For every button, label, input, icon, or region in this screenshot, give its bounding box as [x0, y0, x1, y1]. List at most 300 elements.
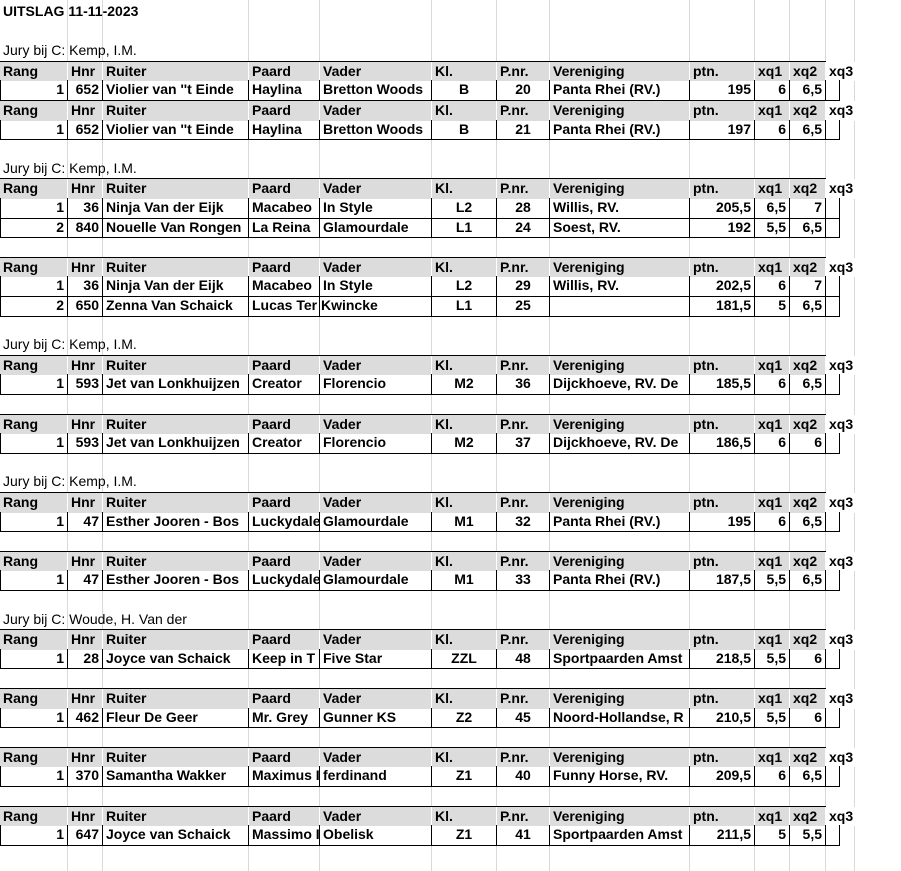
column-header[interactable]: Ruiter	[103, 807, 249, 827]
table-cell[interactable]: 6	[790, 708, 826, 728]
table-cell[interactable]: 6,5	[790, 512, 826, 532]
table-cell[interactable]: 5,5	[755, 570, 790, 590]
table-cell[interactable]: 6	[790, 433, 826, 453]
table-cell[interactable]: In Style	[320, 198, 432, 218]
column-header[interactable]: Vader	[320, 179, 432, 199]
table-cell[interactable]: Noord-Hollandse, R	[550, 708, 690, 728]
table-cell[interactable]: 36	[68, 276, 103, 296]
table-cell[interactable]: Creator	[249, 433, 320, 453]
table-cell[interactable]: 6	[755, 766, 790, 786]
column-header[interactable]: Rang	[0, 493, 68, 513]
table-cell[interactable]: Luckydale	[249, 570, 320, 590]
column-header[interactable]: P.nr.	[497, 493, 550, 513]
table-cell[interactable]: L2	[432, 198, 497, 218]
column-header[interactable]: Ruiter	[103, 552, 249, 572]
table-cell[interactable]: 1	[0, 80, 68, 100]
table-cell[interactable]: ferdinand	[320, 766, 432, 786]
table-cell[interactable]: 32	[497, 512, 550, 532]
column-header[interactable]: xq2	[790, 179, 826, 199]
table-cell[interactable]: B	[432, 120, 497, 140]
table-cell[interactable]: 1	[0, 825, 68, 845]
table-cell[interactable]: 462	[68, 708, 103, 728]
table-cell[interactable]: 650	[68, 296, 103, 316]
column-header[interactable]: xq1	[755, 552, 790, 572]
table-cell[interactable]: L2	[432, 276, 497, 296]
table-cell[interactable]: M2	[432, 433, 497, 453]
table-cell[interactable]: 652	[68, 80, 103, 100]
column-header[interactable]: Kl.	[432, 179, 497, 199]
table-cell[interactable]: Bretton Woods	[320, 80, 432, 100]
column-header[interactable]: xq3	[826, 807, 855, 827]
column-header[interactable]: ptn.	[690, 630, 755, 650]
column-header[interactable]: Paard	[249, 552, 320, 572]
table-cell[interactable]: 647	[68, 825, 103, 845]
table-cell[interactable]: 6	[755, 433, 790, 453]
table-cell[interactable]: 202,5	[690, 276, 755, 296]
table-cell[interactable]: Panta Rhei (RV.)	[550, 80, 690, 100]
table-cell[interactable]: In Style	[320, 276, 432, 296]
column-header[interactable]: Paard	[249, 101, 320, 121]
table-cell[interactable]: Massimo I	[249, 825, 320, 845]
column-header[interactable]: Ruiter	[103, 493, 249, 513]
table-cell[interactable]: 6	[790, 649, 826, 669]
table-cell[interactable]: 5,5	[790, 825, 826, 845]
column-header[interactable]: xq2	[790, 630, 826, 650]
column-header[interactable]: Ruiter	[103, 415, 249, 435]
column-header[interactable]: Vereniging	[550, 179, 690, 199]
table-cell[interactable]: 47	[68, 512, 103, 532]
table-cell[interactable]	[826, 276, 840, 296]
table-cell[interactable]: 6,5	[790, 570, 826, 590]
table-cell[interactable]: B	[432, 80, 497, 100]
jury-label[interactable]: Jury bij C: Kemp, I.M.	[3, 159, 137, 176]
column-header[interactable]: xq3	[826, 748, 855, 768]
column-header[interactable]: xq3	[826, 258, 855, 278]
column-header[interactable]: Ruiter	[103, 62, 249, 82]
column-header[interactable]: Hnr	[68, 807, 103, 827]
table-cell[interactable]: 652	[68, 120, 103, 140]
column-header[interactable]: xq1	[755, 493, 790, 513]
column-header[interactable]: Ruiter	[103, 258, 249, 278]
column-header[interactable]: Rang	[0, 689, 68, 709]
column-header[interactable]: ptn.	[690, 101, 755, 121]
column-header[interactable]: Hnr	[68, 630, 103, 650]
table-cell[interactable]: Sportpaarden Amst	[550, 649, 690, 669]
table-cell[interactable]: 1	[0, 708, 68, 728]
table-cell[interactable]: 7	[790, 198, 826, 218]
table-cell[interactable]: M1	[432, 512, 497, 532]
column-header[interactable]: xq2	[790, 493, 826, 513]
column-header[interactable]: Vader	[320, 552, 432, 572]
column-header[interactable]: Paard	[249, 807, 320, 827]
column-header[interactable]: ptn.	[690, 493, 755, 513]
column-header[interactable]: xq2	[790, 356, 826, 376]
column-header[interactable]: P.nr.	[497, 552, 550, 572]
table-cell[interactable]: Glamourdale	[320, 570, 432, 590]
table-cell[interactable]	[826, 218, 840, 238]
table-cell[interactable]: 29	[497, 276, 550, 296]
table-cell[interactable]: 5,5	[755, 218, 790, 238]
column-header[interactable]: Ruiter	[103, 356, 249, 376]
table-cell[interactable]: Maximus I	[249, 766, 320, 786]
table-cell[interactable]: 40	[497, 766, 550, 786]
table-cell[interactable]: Joyce van Schaick	[103, 825, 249, 845]
table-cell[interactable]: Jet van Lonkhuijzen	[103, 374, 249, 394]
column-header[interactable]: xq3	[826, 689, 855, 709]
table-cell[interactable]: Violier van ''t Einde	[103, 120, 249, 140]
column-header[interactable]: xq1	[755, 258, 790, 278]
table-cell[interactable]: Florencio	[320, 433, 432, 453]
table-cell[interactable]: 6	[755, 512, 790, 532]
jury-label[interactable]: Jury bij C: Kemp, I.M.	[3, 42, 137, 59]
column-header[interactable]: xq1	[755, 179, 790, 199]
table-cell[interactable]: 5,5	[755, 649, 790, 669]
table-cell[interactable]: 6,5	[790, 296, 826, 316]
table-cell[interactable]: Macabeo	[249, 198, 320, 218]
table-cell[interactable]: 28	[68, 649, 103, 669]
column-header[interactable]: Vereniging	[550, 552, 690, 572]
table-cell[interactable]: 187,5	[690, 570, 755, 590]
column-header[interactable]: Kl.	[432, 630, 497, 650]
table-cell[interactable]: Willis, RV.	[550, 198, 690, 218]
column-header[interactable]: Hnr	[68, 415, 103, 435]
table-cell[interactable]: 197	[690, 120, 755, 140]
table-cell[interactable]: 209,5	[690, 766, 755, 786]
table-cell[interactable]: 1	[0, 120, 68, 140]
column-header[interactable]: Hnr	[68, 689, 103, 709]
table-cell[interactable]: Dijckhoeve, RV. De	[550, 374, 690, 394]
column-header[interactable]: P.nr.	[497, 101, 550, 121]
column-header[interactable]: Paard	[249, 689, 320, 709]
column-header[interactable]: xq1	[755, 807, 790, 827]
table-cell[interactable]: 37	[497, 433, 550, 453]
table-cell[interactable]	[826, 570, 840, 590]
column-header[interactable]: xq2	[790, 689, 826, 709]
column-header[interactable]: Ruiter	[103, 689, 249, 709]
table-cell[interactable]: Nouelle Van Rongen	[103, 218, 249, 238]
column-header[interactable]: Vader	[320, 689, 432, 709]
column-header[interactable]: Vereniging	[550, 62, 690, 82]
table-cell[interactable]: ZZL	[432, 649, 497, 669]
column-header[interactable]: ptn.	[690, 258, 755, 278]
column-header[interactable]: xq3	[826, 493, 855, 513]
column-header[interactable]: Hnr	[68, 62, 103, 82]
table-cell[interactable]	[826, 825, 840, 845]
jury-label[interactable]: Jury bij C: Woude, H. Van der	[3, 610, 187, 627]
column-header[interactable]: Ruiter	[103, 748, 249, 768]
table-cell[interactable]: 36	[497, 374, 550, 394]
column-header[interactable]: ptn.	[690, 689, 755, 709]
column-header[interactable]: ptn.	[690, 415, 755, 435]
column-header[interactable]: xq2	[790, 101, 826, 121]
column-header[interactable]: xq3	[826, 552, 855, 572]
table-cell[interactable]: Haylina	[249, 80, 320, 100]
column-header[interactable]: Paard	[249, 630, 320, 650]
column-header[interactable]: Paard	[249, 415, 320, 435]
table-cell[interactable]: 5,5	[755, 708, 790, 728]
table-cell[interactable]: Samantha Wakker	[103, 766, 249, 786]
column-header[interactable]: Rang	[0, 630, 68, 650]
table-cell[interactable]: 211,5	[690, 825, 755, 845]
table-cell[interactable]: 1	[0, 276, 68, 296]
column-header[interactable]: xq1	[755, 415, 790, 435]
table-cell[interactable]: Zenna Van Schaick	[103, 296, 249, 316]
column-header[interactable]: Vereniging	[550, 356, 690, 376]
column-header[interactable]: Paard	[249, 748, 320, 768]
column-header[interactable]: ptn.	[690, 62, 755, 82]
table-cell[interactable]: 205,5	[690, 198, 755, 218]
jury-label[interactable]: Jury bij C: Kemp, I.M.	[3, 473, 137, 490]
table-cell[interactable]: 45	[497, 708, 550, 728]
table-cell[interactable]: 47	[68, 570, 103, 590]
table-cell[interactable]: 1	[0, 570, 68, 590]
table-cell[interactable]: 186,5	[690, 433, 755, 453]
column-header[interactable]: Hnr	[68, 101, 103, 121]
table-cell[interactable]: 2	[0, 296, 68, 316]
column-header[interactable]: xq1	[755, 630, 790, 650]
table-cell[interactable]: 28	[497, 198, 550, 218]
table-cell[interactable]: 6	[755, 120, 790, 140]
table-cell[interactable]: Florencio	[320, 374, 432, 394]
table-cell[interactable]: M1	[432, 570, 497, 590]
column-header[interactable]: Kl.	[432, 101, 497, 121]
column-header[interactable]: Vereniging	[550, 630, 690, 650]
table-cell[interactable]: 185,5	[690, 374, 755, 394]
column-header[interactable]: Paard	[249, 179, 320, 199]
table-cell[interactable]	[826, 512, 840, 532]
table-cell[interactable]: L1	[432, 296, 497, 316]
column-header[interactable]: Kl.	[432, 258, 497, 278]
column-header[interactable]: P.nr.	[497, 258, 550, 278]
table-cell[interactable]: 25	[497, 296, 550, 316]
column-header[interactable]: Hnr	[68, 552, 103, 572]
column-header[interactable]: xq3	[826, 415, 855, 435]
column-header[interactable]: xq1	[755, 356, 790, 376]
table-cell[interactable]: 20	[497, 80, 550, 100]
column-header[interactable]: Paard	[249, 356, 320, 376]
table-cell[interactable]: Violier van ''t Einde	[103, 80, 249, 100]
table-cell[interactable]: 593	[68, 374, 103, 394]
column-header[interactable]: Kl.	[432, 552, 497, 572]
column-header[interactable]: ptn.	[690, 748, 755, 768]
column-header[interactable]: P.nr.	[497, 630, 550, 650]
table-cell[interactable]: 6,5	[790, 218, 826, 238]
table-cell[interactable]	[826, 120, 840, 140]
column-header[interactable]: xq2	[790, 748, 826, 768]
column-header[interactable]: Ruiter	[103, 179, 249, 199]
table-cell[interactable]: Obelisk	[320, 825, 432, 845]
column-header[interactable]: Ruiter	[103, 630, 249, 650]
column-header[interactable]: Paard	[249, 493, 320, 513]
table-cell[interactable]: 2	[0, 218, 68, 238]
column-header[interactable]: Vereniging	[550, 101, 690, 121]
column-header[interactable]: Rang	[0, 356, 68, 376]
table-cell[interactable]: 1	[0, 433, 68, 453]
table-cell[interactable]	[826, 766, 840, 786]
column-header[interactable]: Hnr	[68, 356, 103, 376]
table-cell[interactable]: 1	[0, 374, 68, 394]
column-header[interactable]: ptn.	[690, 807, 755, 827]
column-header[interactable]: P.nr.	[497, 689, 550, 709]
table-cell[interactable]: 6,5	[790, 80, 826, 100]
table-cell[interactable]: Esther Jooren - Bos	[103, 512, 249, 532]
table-cell[interactable]	[826, 198, 840, 218]
column-header[interactable]: Vader	[320, 62, 432, 82]
table-cell[interactable]	[826, 296, 840, 316]
table-cell[interactable]: Macabeo	[249, 276, 320, 296]
column-header[interactable]: P.nr.	[497, 807, 550, 827]
column-header[interactable]: P.nr.	[497, 356, 550, 376]
column-header[interactable]: xq1	[755, 62, 790, 82]
table-cell[interactable]: Joyce van Schaick	[103, 649, 249, 669]
table-cell[interactable]: 5	[755, 825, 790, 845]
column-header[interactable]: ptn.	[690, 356, 755, 376]
column-header[interactable]: xq2	[790, 415, 826, 435]
table-cell[interactable]: Ninja Van der Eijk	[103, 276, 249, 296]
column-header[interactable]: P.nr.	[497, 415, 550, 435]
column-header[interactable]: xq3	[826, 101, 855, 121]
table-cell[interactable]	[826, 708, 840, 728]
table-cell[interactable]: Sportpaarden Amst	[550, 825, 690, 845]
table-cell[interactable]: Gunner KS	[320, 708, 432, 728]
table-cell[interactable]: 48	[497, 649, 550, 669]
column-header[interactable]: Kl.	[432, 748, 497, 768]
table-cell[interactable]: 593	[68, 433, 103, 453]
table-cell[interactable]	[826, 649, 840, 669]
table-cell[interactable]: 1	[0, 766, 68, 786]
table-cell[interactable]: 1	[0, 512, 68, 532]
column-header[interactable]: Vader	[320, 630, 432, 650]
table-cell[interactable]: 6	[755, 80, 790, 100]
column-header[interactable]: xq2	[790, 62, 826, 82]
table-cell[interactable]: L1	[432, 218, 497, 238]
column-header[interactable]: Rang	[0, 179, 68, 199]
table-cell[interactable]: Soest, RV.	[550, 218, 690, 238]
column-header[interactable]: Rang	[0, 748, 68, 768]
table-cell[interactable]: 41	[497, 825, 550, 845]
table-cell[interactable]: Glamourdale	[320, 512, 432, 532]
column-header[interactable]: Ruiter	[103, 101, 249, 121]
column-header[interactable]: Rang	[0, 101, 68, 121]
table-cell[interactable]	[826, 433, 840, 453]
table-cell[interactable]: Fleur De Geer	[103, 708, 249, 728]
column-header[interactable]: Vereniging	[550, 807, 690, 827]
table-cell[interactable]: Panta Rhei (RV.)	[550, 120, 690, 140]
table-cell[interactable]: Luckydale	[249, 512, 320, 532]
column-header[interactable]: Hnr	[68, 748, 103, 768]
table-cell[interactable]: 192	[690, 218, 755, 238]
column-header[interactable]: Kl.	[432, 356, 497, 376]
table-cell[interactable]: Z2	[432, 708, 497, 728]
column-header[interactable]: Kl.	[432, 689, 497, 709]
table-cell[interactable]: 36	[68, 198, 103, 218]
column-header[interactable]: Vader	[320, 415, 432, 435]
column-header[interactable]: Rang	[0, 62, 68, 82]
column-header[interactable]: xq3	[826, 630, 855, 650]
table-cell[interactable]: 195	[690, 512, 755, 532]
column-header[interactable]: xq2	[790, 258, 826, 278]
column-header[interactable]: Paard	[249, 62, 320, 82]
table-cell[interactable]: Bretton Woods	[320, 120, 432, 140]
table-cell[interactable]: 24	[497, 218, 550, 238]
column-header[interactable]: Vereniging	[550, 415, 690, 435]
table-cell[interactable]	[826, 374, 840, 394]
table-cell[interactable]: 195	[690, 80, 755, 100]
page-title[interactable]: UITSLAG 11-11-2023	[3, 3, 139, 19]
column-header[interactable]: P.nr.	[497, 179, 550, 199]
table-cell[interactable]: La Reina	[249, 218, 320, 238]
table-cell[interactable]	[550, 296, 690, 316]
table-cell[interactable]: Lucas Ter Kwincke	[249, 296, 320, 316]
column-header[interactable]: ptn.	[690, 179, 755, 199]
table-cell[interactable]: 6	[755, 276, 790, 296]
column-header[interactable]: Vader	[320, 356, 432, 376]
column-header[interactable]: xq1	[755, 101, 790, 121]
column-header[interactable]: Paard	[249, 258, 320, 278]
table-cell[interactable]: 370	[68, 766, 103, 786]
column-header[interactable]: P.nr.	[497, 62, 550, 82]
column-header[interactable]: Kl.	[432, 807, 497, 827]
table-cell[interactable]: Keep in T	[249, 649, 320, 669]
column-header[interactable]: ptn.	[690, 552, 755, 572]
table-cell[interactable]: Z1	[432, 766, 497, 786]
table-cell[interactable]: 210,5	[690, 708, 755, 728]
table-cell[interactable]: Funny Horse, RV.	[550, 766, 690, 786]
column-header[interactable]: Vader	[320, 101, 432, 121]
table-cell[interactable]: 6,5	[790, 766, 826, 786]
table-cell[interactable]: Panta Rhei (RV.)	[550, 570, 690, 590]
column-header[interactable]: Hnr	[68, 179, 103, 199]
column-header[interactable]: xq3	[826, 179, 855, 199]
table-cell[interactable]: Five Star	[320, 649, 432, 669]
column-header[interactable]: xq1	[755, 689, 790, 709]
table-cell[interactable]	[320, 296, 432, 316]
table-cell[interactable]: 5	[755, 296, 790, 316]
column-header[interactable]: Rang	[0, 258, 68, 278]
column-header[interactable]: Vader	[320, 748, 432, 768]
column-header[interactable]: Hnr	[68, 493, 103, 513]
column-header[interactable]: xq3	[826, 62, 855, 82]
column-header[interactable]: Rang	[0, 807, 68, 827]
column-header[interactable]: Kl.	[432, 415, 497, 435]
column-header[interactable]: Kl.	[432, 62, 497, 82]
column-header[interactable]: xq2	[790, 807, 826, 827]
table-cell[interactable]: 840	[68, 218, 103, 238]
table-cell[interactable]: Haylina	[249, 120, 320, 140]
column-header[interactable]: Vereniging	[550, 493, 690, 513]
column-header[interactable]: xq1	[755, 748, 790, 768]
column-header[interactable]: xq2	[790, 552, 826, 572]
table-cell[interactable]: 6	[755, 374, 790, 394]
table-cell[interactable]: Panta Rhei (RV.)	[550, 512, 690, 532]
table-cell[interactable]: 33	[497, 570, 550, 590]
table-cell[interactable]: Willis, RV.	[550, 276, 690, 296]
table-cell[interactable]: 6,5	[790, 120, 826, 140]
column-header[interactable]: P.nr.	[497, 748, 550, 768]
table-cell[interactable]: 181,5	[690, 296, 755, 316]
column-header[interactable]: Hnr	[68, 258, 103, 278]
table-cell[interactable]: 7	[790, 276, 826, 296]
table-cell[interactable]: 6,5	[755, 198, 790, 218]
table-cell[interactable]: 218,5	[690, 649, 755, 669]
column-header[interactable]: Vader	[320, 258, 432, 278]
table-cell[interactable]: M2	[432, 374, 497, 394]
column-header[interactable]: Rang	[0, 552, 68, 572]
table-cell[interactable]: Creator	[249, 374, 320, 394]
table-cell[interactable]: 1	[0, 649, 68, 669]
column-header[interactable]: Rang	[0, 415, 68, 435]
column-header[interactable]: xq3	[826, 356, 855, 376]
